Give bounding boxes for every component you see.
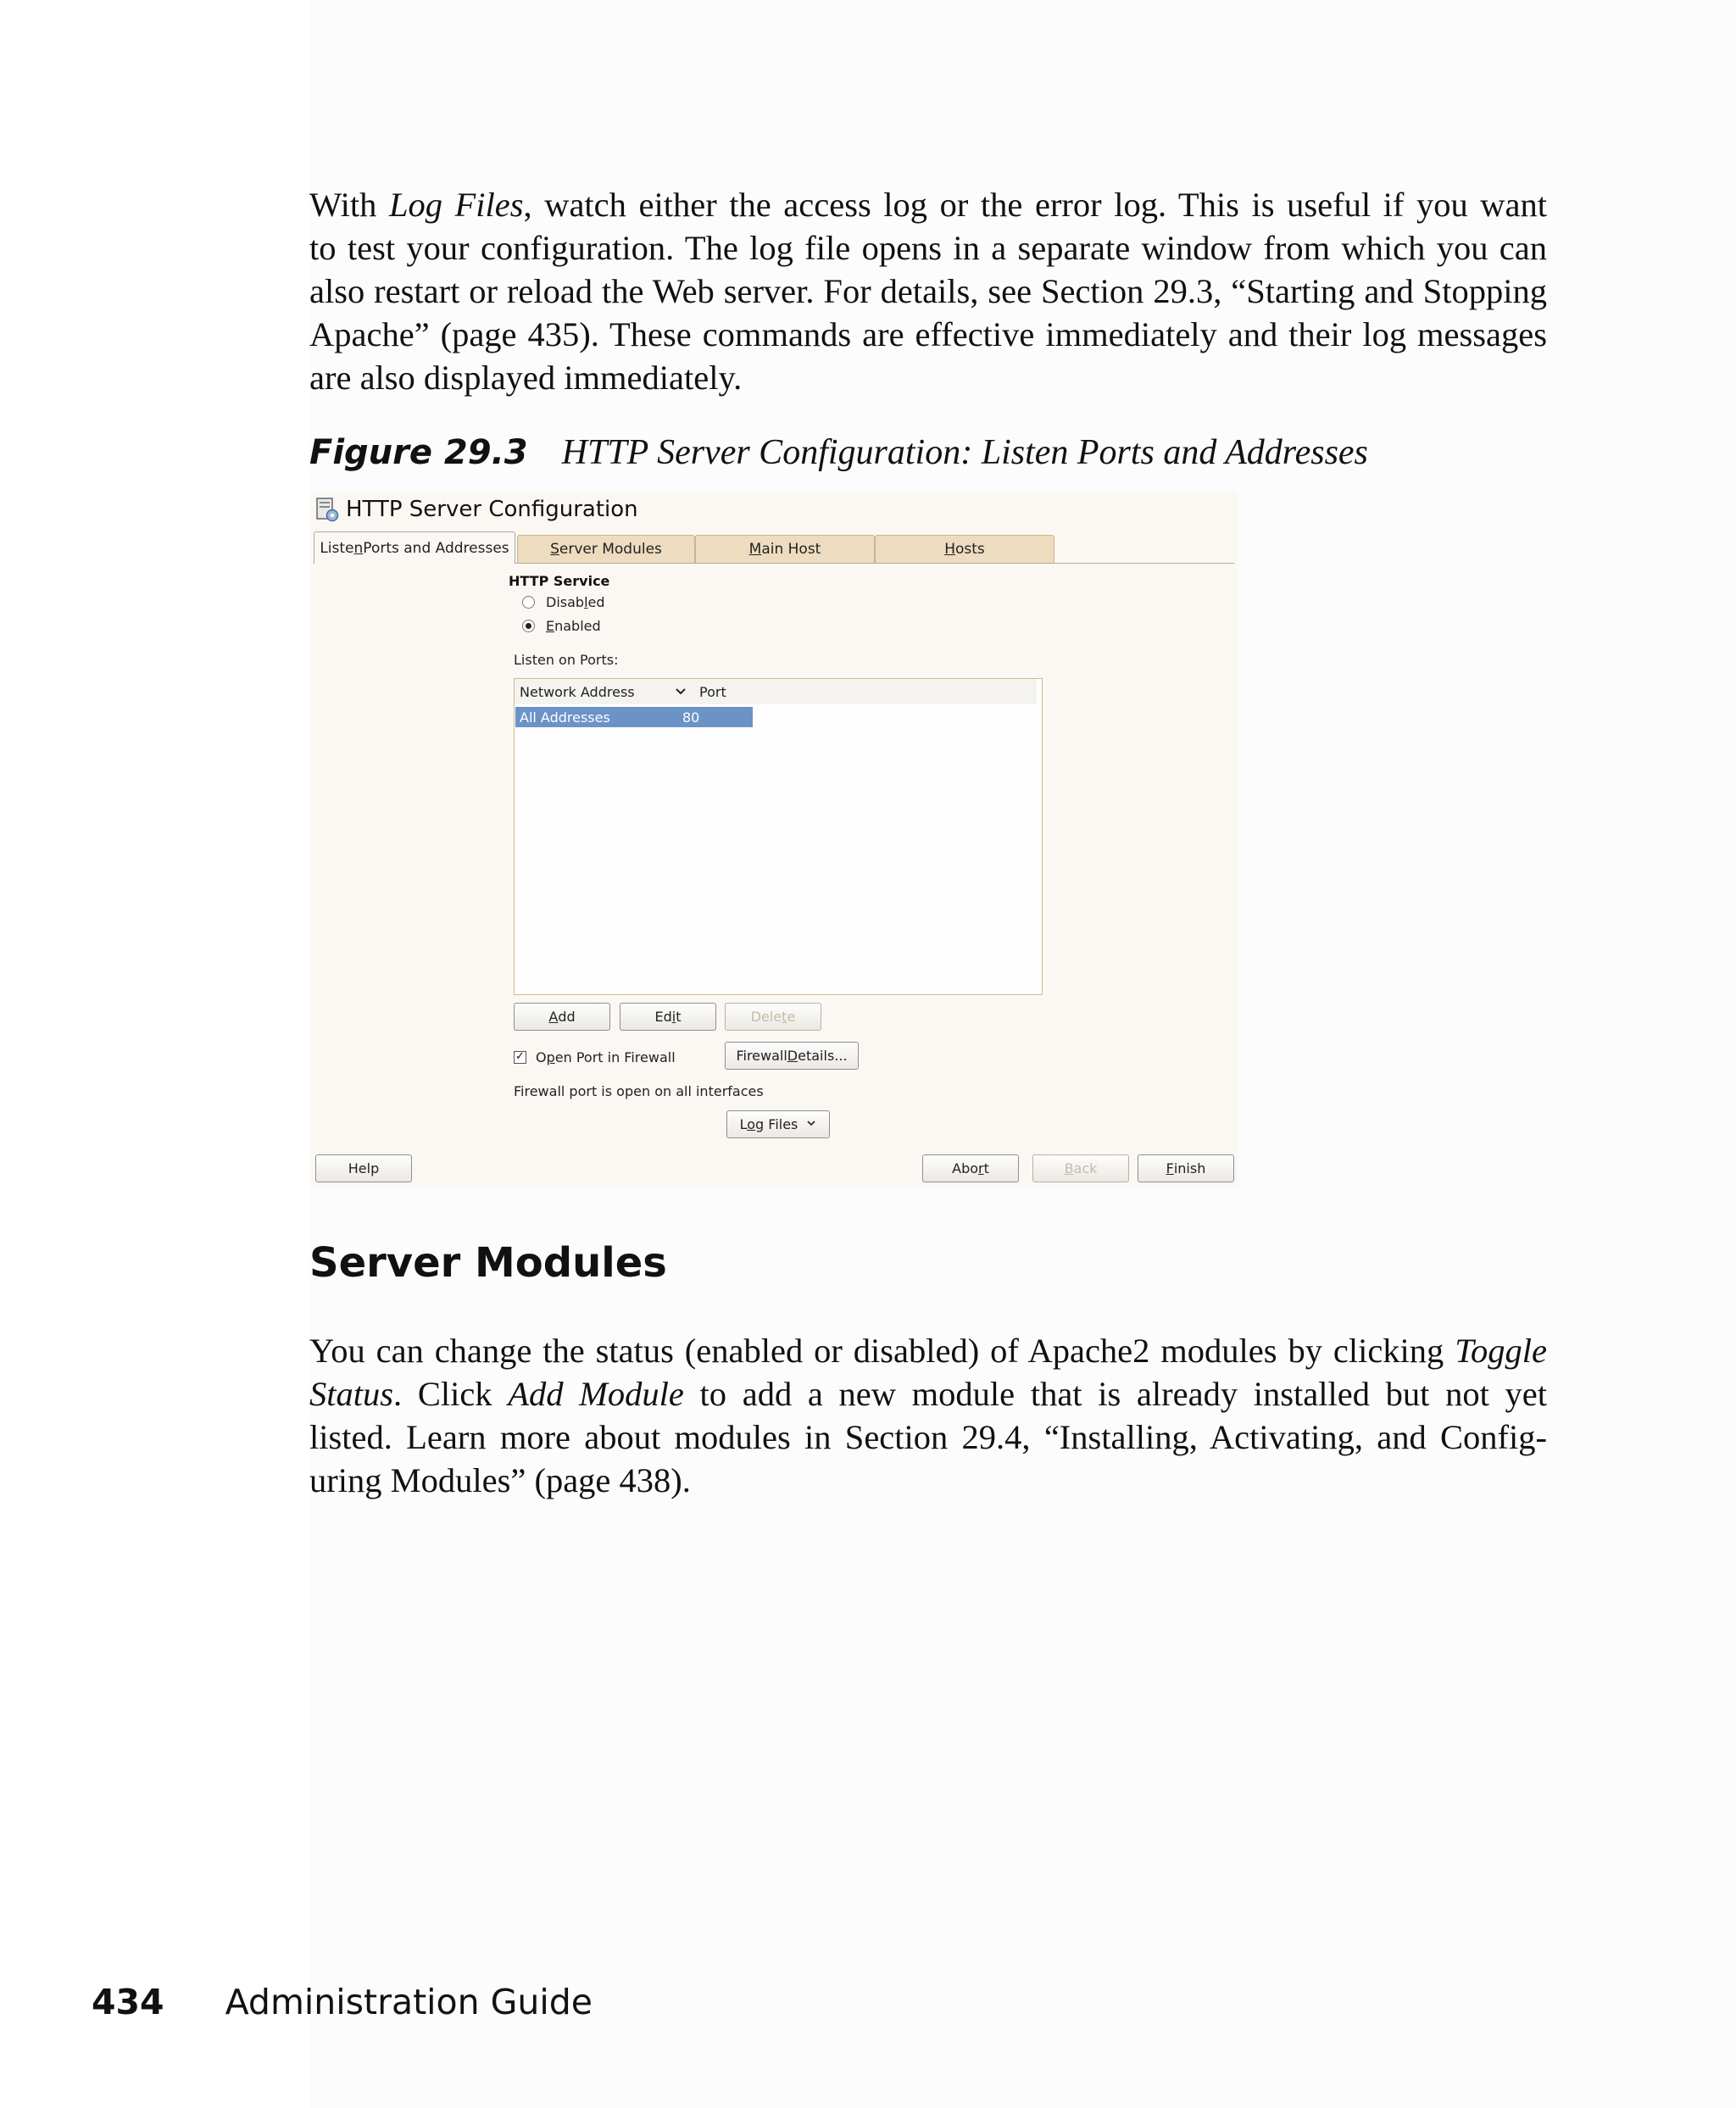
- section-paragraph: [309, 1329, 1547, 1502]
- edit-button[interactable]: Ed i t: [620, 1003, 716, 1031]
- text-line: listed. Learn more about modules in Section 29.4, “Installing, Activating, and Config-: [309, 1418, 1547, 1456]
- firewall-details-button[interactable]: Firewall D etails...: [725, 1042, 859, 1070]
- http-service-label: HTTP Service: [509, 573, 610, 589]
- add-button[interactable]: A dd: [514, 1003, 610, 1031]
- page-footer: [92, 1982, 593, 2022]
- open-port-checkbox[interactable]: ✓: [514, 1051, 526, 1064]
- help-button[interactable]: Help: [315, 1154, 412, 1182]
- log-files-menu-button[interactable]: Log Files: [726, 1110, 830, 1138]
- figure-caption: [309, 432, 1368, 473]
- book-title: Administration Guide: [225, 1982, 593, 2022]
- text-line: uring Modules” (page 438).: [309, 1461, 691, 1499]
- text-line: Status. Click Add Module to add a new module that is already installed but not yet: [309, 1375, 1547, 1413]
- intro-paragraph: [309, 183, 1547, 399]
- firewall-status-text: Firewall port is open on all interfaces: [514, 1083, 764, 1099]
- radio-enabled-label: Enabled: [546, 618, 601, 634]
- figure-title: HTTP Server Configuration: Listen Ports and Addresses: [561, 433, 1368, 472]
- listen-on-ports-label: Listen on Ports:: [514, 652, 619, 668]
- server-config-icon: [315, 497, 339, 522]
- page-number: 434: [92, 1982, 164, 2022]
- cell-port: 80: [682, 709, 700, 726]
- delete-button[interactable]: Dele t e: [725, 1003, 821, 1031]
- chevron-down-icon: [806, 1118, 816, 1131]
- text-line: are also displayed immediately.: [309, 359, 743, 397]
- tab-main-host[interactable]: M ain Host: [695, 535, 875, 563]
- text-line: Apache” (page 435). These commands are effective immediately and their log messages: [309, 315, 1547, 353]
- text-line: also restart or reload the Web server. For details, see Section 29.3, “Starting and Stopping: [309, 272, 1547, 310]
- text-line: You can change the status (enabled or disabled) of Apache2 modules by clicking Toggle: [309, 1332, 1547, 1370]
- window-title-text: HTTP Server Configuration: [346, 497, 638, 522]
- column-network-address[interactable]: Network Address: [515, 679, 674, 704]
- radio-disabled-label: Disabled: [546, 594, 605, 610]
- cell-address: All Addresses: [520, 709, 610, 726]
- tab-hosts[interactable]: H osts: [875, 535, 1054, 563]
- abort-button[interactable]: Abo r t: [922, 1154, 1019, 1182]
- radio-enabled[interactable]: [522, 620, 535, 632]
- back-button[interactable]: B ack: [1032, 1154, 1129, 1182]
- window-title: [315, 497, 638, 522]
- section-heading: Server Modules: [309, 1239, 667, 1287]
- figure-number: Figure 29.3: [309, 433, 528, 472]
- text-line: With Log Files, watch either the access log or the error log. This is useful if you want: [309, 186, 1547, 224]
- open-port-label: Open Port in Firewall: [536, 1049, 676, 1065]
- tab-server-modules[interactable]: S erver Modules: [517, 535, 695, 563]
- radio-disabled[interactable]: [522, 596, 535, 609]
- http-server-configuration-window: [310, 492, 1238, 1187]
- text-line: to test your configuration. The log file opens in a separate window from which you can: [309, 229, 1547, 267]
- table-header-filler: [748, 679, 1037, 704]
- tab-listen-ports[interactable]: Liste n Ports and Addresses: [314, 531, 515, 564]
- sort-chevron-icon[interactable]: [674, 679, 694, 704]
- ports-table: [514, 678, 1043, 995]
- finish-button[interactable]: F inish: [1138, 1154, 1234, 1182]
- column-port[interactable]: Port: [694, 679, 748, 704]
